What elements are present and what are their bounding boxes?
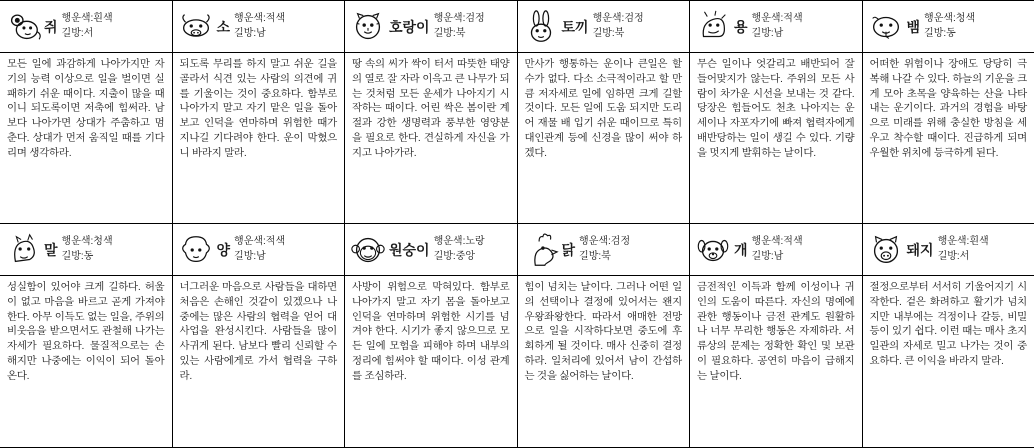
lucky-color-label: 행운색 [234, 236, 264, 247]
lucky-direction-label: 길방 [433, 250, 453, 262]
animal-attributes [593, 12, 685, 41]
lucky-direction-line [434, 250, 513, 265]
lucky-direction-value: 북 [601, 250, 611, 262]
fortune-text-dog: 금전적인 이득과 함께 이성이나 귀인의 도움이 따른다. 자신의 명예에 관한 행동이나 금전 관계도 원활하나 너무 무리한 행동은 자제하라. 서류상의 문제는 정확한 확인 및 보관이 필요하다. 공연히 마음이 급해지는 날이다. [690, 276, 863, 447]
zodiac-header-sheep [173, 224, 346, 275]
animal-attributes [938, 235, 1030, 264]
lucky-color-value: 적색 [783, 13, 803, 24]
lucky-direction-line [62, 250, 168, 265]
zodiac-row [0, 1, 1034, 224]
animal-name: 소 [216, 18, 231, 35]
lucky-color-label: 행운색 [751, 236, 781, 247]
colon: : [80, 27, 84, 39]
lucky-color-label: 행운색 [937, 236, 967, 247]
lucky-color-label: 행운색 [579, 236, 609, 247]
lucky-color-label: 행운색 [61, 236, 91, 247]
zodiac-text-strip [0, 276, 1034, 447]
lucky-direction-value: 중앙 [455, 250, 476, 262]
colon: : [621, 13, 625, 24]
animal-name: 뱀 [906, 18, 921, 35]
colon: : [80, 250, 84, 262]
animal-attributes [434, 235, 513, 264]
colon: : [462, 236, 466, 247]
colon: : [770, 250, 774, 262]
colon: : [943, 27, 947, 39]
lucky-direction-line [234, 250, 340, 265]
lucky-direction-value: 북 [455, 27, 466, 39]
colon: : [90, 13, 94, 24]
lucky-color-line [434, 12, 513, 27]
colon: : [611, 27, 615, 39]
lucky-color-line [62, 235, 168, 250]
zodiac-header-rat [0, 1, 173, 52]
zodiac-header-strip [0, 224, 1034, 276]
lucky-direction-line [579, 250, 685, 265]
zodiac-header-rabbit [518, 1, 691, 52]
lucky-color-line [62, 12, 168, 27]
zodiac-header-strip [0, 1, 1034, 53]
lucky-color-line [938, 235, 1030, 250]
lucky-direction-label: 길방 [433, 27, 453, 39]
lucky-color-line [593, 12, 685, 27]
animal-attributes [62, 12, 168, 41]
lucky-direction-label: 길방 [579, 250, 599, 262]
lucky-color-line [579, 235, 685, 250]
rat-icon [4, 8, 42, 46]
colon: : [263, 236, 266, 247]
pig-icon [867, 231, 905, 269]
animal-name: 닭 [561, 241, 576, 258]
colon: : [263, 13, 266, 24]
animal-name: 개 [734, 241, 748, 258]
lucky-direction-label: 길방 [234, 250, 254, 262]
lucky-direction-value: 서 [83, 27, 94, 39]
lucky-color-label: 행운색 [751, 13, 781, 24]
ox-icon [177, 8, 215, 46]
colon: : [598, 250, 602, 262]
lucky-direction-line [62, 27, 168, 42]
lucky-direction-label: 길방 [61, 250, 81, 262]
fortune-text-rat: 모든 일에 과감하게 나아가지만 자기의 능력 이상으로 일을 벌이면 실패하기 쉬운 때이다. 지출이 많을 때이니 되도록이면 저축에 힘써라. 남 보다 나아가면 상대가 주춤하고 멈춘다. 상대가 먼저 움직일 때를 기다리며 생각하라. [0, 53, 173, 223]
horse-icon [4, 231, 42, 269]
lucky-direction-line [234, 27, 340, 42]
animal-attributes [752, 235, 858, 264]
zodiac-header-monkey [345, 224, 518, 275]
lucky-color-line [434, 235, 513, 250]
fortune-text-sheep: 너그러운 마음으로 사람들을 대하면 처음은 손해인 것같이 있겠으나 나중에는 많은 사람의 협력을 얻어 대사업을 완성시킨다. 사람들을 많이 사귀게 된다. 남보다 빨리 신뢰할 수 있는 사람에게로 가서 협력을 구하라. [173, 276, 346, 447]
lucky-direction-label: 길방 [751, 27, 771, 39]
lucky-color-value: 검정 [610, 236, 631, 247]
colon: : [452, 250, 456, 262]
lucky-direction-line [924, 27, 1030, 42]
lucky-color-label: 행운색 [234, 13, 264, 24]
animal-name: 호랑이 [389, 18, 430, 35]
animal-attributes [579, 235, 685, 264]
rabbit-icon [522, 8, 560, 46]
fortune-text-rooster: 힘이 넘치는 날이다. 그러나 어떤 일의 선택이나 결정에 있어서는 왠지 우왕좌왕한다. 따라서 애매한 전망으로 일을 시작하다보면 중도에 후회하게 될 것이다. 매사 신중히 결정하라. 일처리에 있어서 남이 간섭하는 것을 싫어하는 날이다. [518, 276, 691, 447]
lucky-color-label: 행운색 [433, 13, 463, 24]
lucky-color-label: 행운색 [433, 236, 463, 247]
lucky-direction-line [938, 250, 1030, 265]
animal-attributes [234, 12, 340, 41]
lucky-color-line [234, 235, 340, 250]
colon: : [956, 250, 960, 262]
lucky-direction-label: 길방 [751, 250, 771, 262]
sheep-icon [177, 231, 215, 269]
lucky-color-value: 검정 [624, 13, 644, 24]
zodiac-row [0, 224, 1034, 447]
lucky-direction-value: 북 [614, 27, 625, 39]
animal-attributes [752, 12, 858, 41]
rooster-icon [522, 231, 560, 269]
lucky-direction-label: 길방 [937, 250, 957, 262]
lucky-direction-value: 남 [773, 250, 784, 262]
zodiac-header-snake [863, 1, 1034, 52]
colon: : [253, 250, 257, 262]
zodiac-header-horse [0, 224, 173, 275]
colon: : [966, 236, 970, 247]
animal-name: 말 [44, 241, 58, 258]
lucky-direction-label: 길방 [234, 27, 254, 39]
lucky-color-value: 적색 [783, 236, 803, 247]
lucky-color-value: 흰색 [969, 236, 989, 247]
colon: : [608, 236, 611, 247]
lucky-color-value: 흰색 [93, 13, 113, 24]
fortune-text-tiger: 땅 속의 씨가 싹이 터서 따뜻한 태양의 열로 잘 자라 이윽고 큰 나무가 되는 것처럼 모든 운세가 나아지기 시작하는 때이다. 어린 싹은 봄이란 계절과 강한 생명력과 풍부한 영양분을 필요로 한다. 견실하게 자신을 가지고 나아가라. [345, 53, 518, 223]
lucky-direction-line [752, 250, 858, 265]
lucky-direction-value: 남 [256, 250, 266, 262]
zodiac-header-ox [173, 1, 346, 52]
zodiac-header-tiger [345, 1, 518, 52]
fortune-text-snake: 어떠한 위험이나 장애도 당당히 극복해 나갈 수 있다. 하늘의 기운을 크게 모아 초목을 양육하는 산을 나타내는 운기이다. 과거의 경험을 바탕으로 미래를 위해 충실한 방침을 세우고 착수할 때이다. 진급하게 되며 우월한 위치에 등극하게 된다. [869, 59, 1027, 159]
zodiac-header-dog [690, 224, 863, 275]
lucky-color-value: 검정 [465, 13, 485, 24]
fortune-text-horse: 성실함이 있어야 크게 길하다. 허울이 없고 마음을 바르고 곧게 가져야 한다. 아무 이득도 없는 일을, 주위의 비웃음을 받으면서도 관철해 나가는 자세가 필요하다. 물질적으로는 손해지만 나중에는 이익이 되어 돌아온다. [0, 276, 173, 447]
lucky-color-value: 적색 [265, 13, 286, 24]
dragon-icon [694, 8, 732, 46]
lucky-color-line [752, 235, 858, 250]
lucky-direction-label: 길방 [61, 27, 81, 39]
fortune-text-rabbit: 만사가 행통하는 운이나 큰일은 할 수가 없다. 다소 소극적이라고 할 만큼 저자세로 일에 임하면 크게 길할 것이다. 모든 일에 도움 되지만 도리어 재물 배 입기 쉬운 때이므로 특히 대인관계 등에 신경을 많이 써야 하겠다. [518, 53, 691, 223]
colon: : [780, 236, 784, 247]
lucky-color-line [752, 12, 858, 27]
zodiac-text-strip [0, 53, 1034, 224]
lucky-direction-value: 남 [773, 27, 784, 39]
fortune-text-dragon: 무슨 일이나 엇갈리고 배반되어 잘 들어맞지가 않는다. 주위의 모든 사람이 차가운 시선을 보내는 것 같다. 당장은 힘들어도 천초 나아지는 운세이나 자포자기에 빠져 협력자에게 배반당하는 일이 생길 수 있다. 기량을 멋지게 발휘하는 날이다. [690, 53, 863, 223]
colon: : [452, 27, 456, 39]
lucky-direction-value: 남 [256, 27, 266, 39]
lucky-color-value: 적색 [265, 236, 286, 247]
zodiac-header-rooster [518, 224, 691, 275]
animal-name: 토끼 [561, 18, 589, 35]
zodiac-header-pig [863, 224, 1034, 275]
colon: : [780, 13, 784, 24]
snake-icon [867, 8, 905, 46]
animal-attributes [62, 235, 168, 264]
fortune-text-pig: 절정으로부터 서서히 기울어지기 시작한다. 겉은 화려하고 활기가 넘치지만 내부에는 걱정이나 갈등, 비밀 등이 있기 쉽다. 이런 때는 매사 초지일관의 자세로 밀고 나가는 것이 중요하다. 큰 이익을 바라지 말라. [869, 282, 1027, 367]
animal-attributes [924, 12, 1030, 41]
lucky-color-label: 행운색 [924, 13, 954, 24]
animal-name: 돼지 [906, 241, 934, 258]
lucky-direction-value: 서 [959, 250, 970, 262]
fortune-text-monkey: 사방이 위험으로 막혀있다. 함부로 나아가지 말고 자기 몸을 돌아보고 인덕을 연마하며 위험한 시기를 넘겨야 한다. 시기가 좋지 않으므로 모든 일에 모험을 피해야 하며 내부의 정리에 힘써야 할 때이다. 이성 관계를 조심하라. [345, 276, 518, 447]
lucky-color-value: 청색 [955, 13, 976, 24]
colon: : [90, 236, 94, 247]
lucky-color-value: 청색 [93, 236, 113, 247]
animal-name: 양 [216, 241, 231, 258]
lucky-direction-label: 길방 [924, 27, 944, 39]
lucky-direction-label: 길방 [592, 27, 612, 39]
lucky-color-value: 노랑 [465, 236, 485, 247]
colon: : [953, 13, 956, 24]
lucky-direction-value: 동 [83, 250, 94, 262]
monkey-icon [349, 231, 387, 269]
lucky-direction-line [593, 27, 685, 42]
lucky-color-line [924, 12, 1030, 27]
lucky-color-label: 행운색 [592, 13, 622, 24]
colon: : [770, 27, 774, 39]
lucky-direction-line [752, 27, 858, 42]
tiger-icon [349, 8, 387, 46]
animal-attributes [234, 235, 340, 264]
lucky-direction-value: 동 [946, 27, 956, 39]
zodiac-header-dragon [690, 1, 863, 52]
dog-icon [694, 231, 732, 269]
lucky-direction-line [434, 27, 513, 42]
colon: : [253, 27, 257, 39]
animal-name: 원숭이 [389, 241, 430, 258]
animal-attributes [434, 12, 513, 41]
animal-name: 용 [734, 18, 748, 35]
fortune-text-ox: 되도록 무리를 하지 말고 쉬운 길을 골라서 식견 있는 사람의 의견에 귀를 기울이는 것이 중요하다. 함부로 나아가지 말고 자기 맡은 일을 돌아보고 인덕을 연마하며 위험한 때가 지나길 기다려야 한다. 운이 막혔으니 바라지 말라. [173, 53, 346, 223]
animal-name: 쥐 [44, 18, 58, 35]
colon: : [462, 13, 466, 24]
lucky-color-label: 행운색 [61, 13, 91, 24]
lucky-color-line [234, 12, 340, 27]
